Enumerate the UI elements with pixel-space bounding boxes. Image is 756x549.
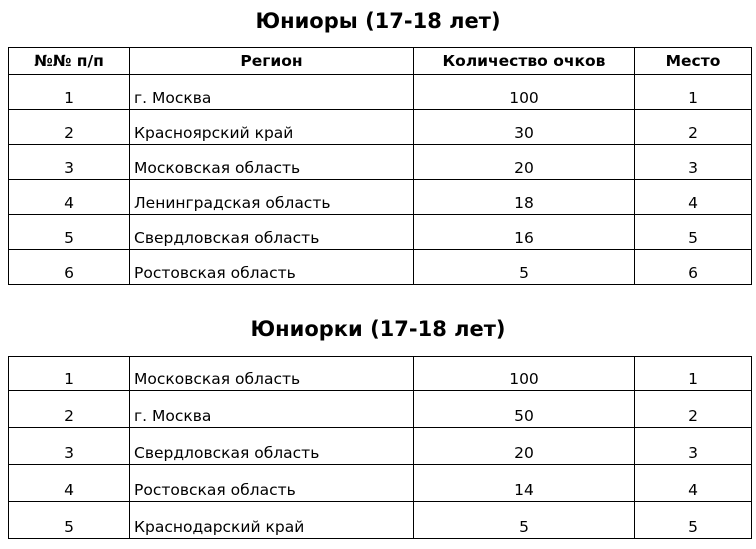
table-row [9,180,752,215]
cell-place: 2 [635,110,752,145]
cell-place: 2 [635,391,752,428]
table-row [9,215,752,250]
junior-women-table [8,356,752,539]
table-row [9,75,752,110]
cell-number: 5 [9,502,130,539]
cell-points: 18 [414,180,635,215]
table-row [9,145,752,180]
table-row [9,110,752,145]
cell-number: 5 [9,215,130,250]
cell-points: 16 [414,215,635,250]
cell-place: 3 [635,428,752,465]
cell-points: 20 [414,428,635,465]
cell-region: Ленинградская область [130,180,414,215]
cell-region: г. Москва [130,391,414,428]
cell-place: 5 [635,502,752,539]
cell-place: 3 [635,145,752,180]
cell-place: 4 [635,180,752,215]
cell-region: Свердловская область [130,215,414,250]
cell-points: 100 [414,75,635,110]
cell-region: Ростовская область [130,465,414,502]
cell-points: 14 [414,465,635,502]
cell-number: 6 [9,250,130,285]
header-place: Место [635,48,752,75]
table-header-row [9,48,752,75]
cell-number: 4 [9,465,130,502]
cell-place: 4 [635,465,752,502]
cell-number: 1 [9,357,130,391]
cell-points: 50 [414,391,635,428]
cell-region: Краснодарский край [130,502,414,539]
table-row [9,428,752,465]
cell-place: 6 [635,250,752,285]
cell-number: 4 [9,180,130,215]
cell-place: 1 [635,357,752,391]
cell-region: г. Москва [130,75,414,110]
junior-women-title: Юниорки (17-18 лет) [250,317,506,341]
cell-place: 5 [635,215,752,250]
header-region: Регион [130,48,414,75]
cell-points: 20 [414,145,635,180]
cell-place: 1 [635,75,752,110]
cell-region: Московская область [130,357,414,391]
cell-number: 2 [9,110,130,145]
table-row [9,250,752,285]
juniors-table [8,47,752,285]
juniors-title: Юниоры (17-18 лет) [255,9,501,33]
header-number: №№ п/п [9,48,130,75]
table-row [9,391,752,428]
table-row [9,357,752,391]
cell-region: Ростовская область [130,250,414,285]
cell-number: 3 [9,428,130,465]
cell-region: Свердловская область [130,428,414,465]
cell-number: 1 [9,75,130,110]
table-row [9,502,752,539]
cell-region: Красноярский край [130,110,414,145]
cell-points: 30 [414,110,635,145]
table-row [9,465,752,502]
cell-points: 100 [414,357,635,391]
cell-number: 3 [9,145,130,180]
header-points: Количество очков [414,48,635,75]
cell-number: 2 [9,391,130,428]
cell-points: 5 [414,502,635,539]
cell-region: Московская область [130,145,414,180]
cell-points: 5 [414,250,635,285]
